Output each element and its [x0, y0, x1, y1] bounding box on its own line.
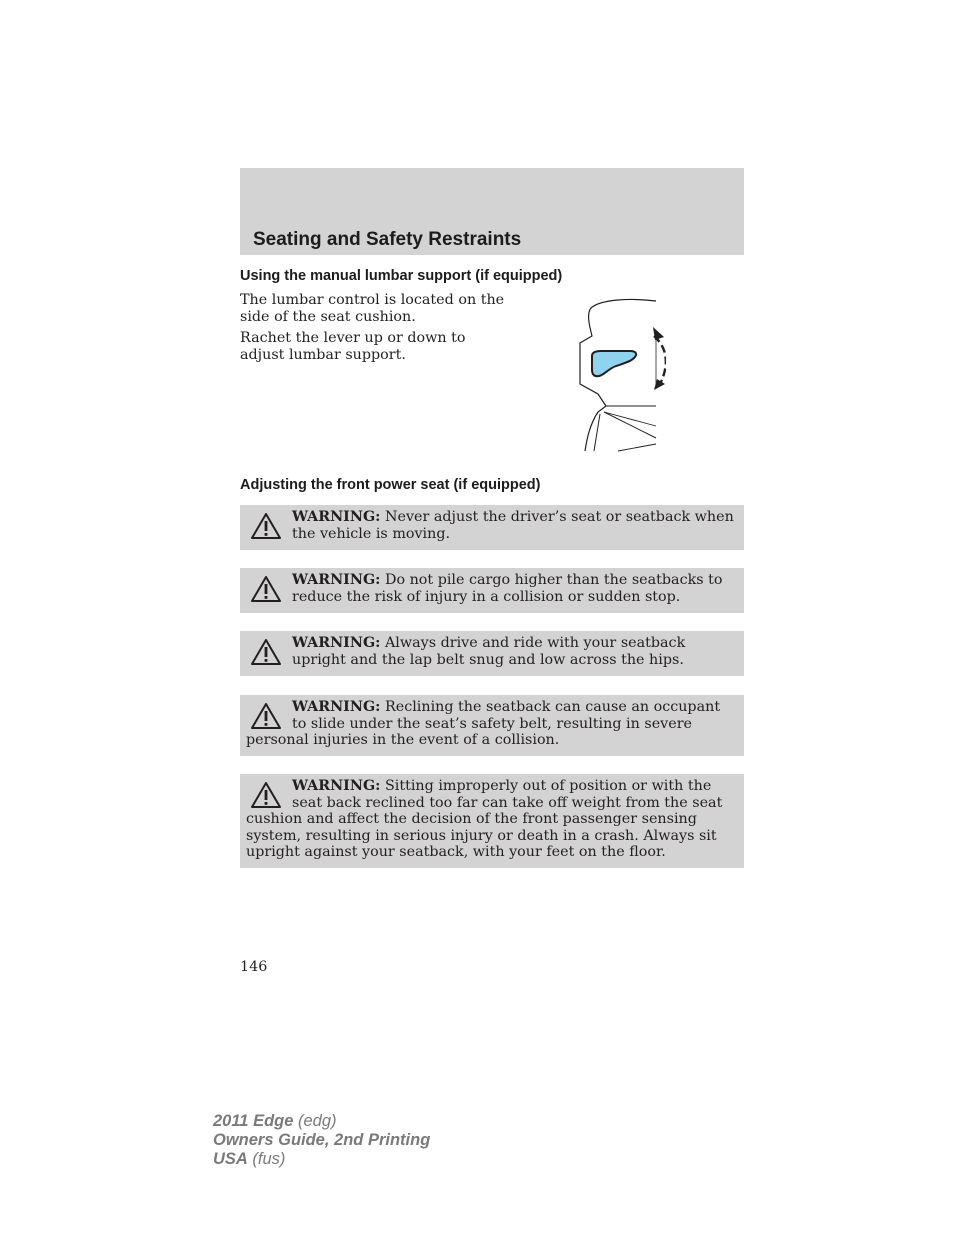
lumbar-paragraph-1: The lumbar control is located on the side of the seat cushion. [240, 292, 505, 325]
warning-triangle-icon [250, 781, 282, 809]
page-number: 146 [240, 959, 268, 975]
lumbar-paragraph-2: Rachet the lever up or down to adjust lumbar support. [240, 330, 466, 363]
document-footer [213, 1112, 430, 1169]
footer-model-code: (edg) [293, 1112, 337, 1130]
warning-box [240, 774, 744, 868]
warning-label: WARNING: [292, 699, 381, 715]
warning-triangle-icon [250, 512, 282, 540]
section-title: Seating and Safety Restraints [253, 229, 522, 250]
warning-text: Do not pile cargo higher than the seatbacks to reduce the risk of injury in a collision or sudden stop. [292, 572, 723, 605]
warning-label: WARNING: [292, 572, 381, 588]
footer-model: 2011 Edge [213, 1112, 294, 1130]
warning-triangle-icon [250, 575, 282, 603]
warning-text: Reclining the seatback can cause an occupant to slide under the seat’s safety belt, resulting in severe personal injuries in the event of a collision. [246, 699, 721, 748]
footer-market: USA [213, 1150, 248, 1168]
warning-triangle-icon [250, 702, 282, 730]
warning-label: WARNING: [292, 509, 381, 525]
lumbar-control-illustration [576, 296, 666, 454]
warning-box [240, 568, 744, 613]
warning-text: Always drive and ride with your seatback upright and the lap belt snug and low across the hips. [292, 635, 686, 668]
warning-box [240, 505, 744, 550]
warning-label: WARNING: [292, 635, 381, 651]
warning-text: Never adjust the driver’s seat or seatback when the vehicle is moving. [292, 509, 734, 542]
footer-line-model [213, 1112, 430, 1131]
power-seat-heading: Adjusting the front power seat (if equipped) [240, 477, 541, 493]
warning-box [240, 695, 744, 756]
footer-line-market [213, 1150, 430, 1169]
lumbar-heading: Using the manual lumbar support (if equipped) [240, 268, 563, 284]
curved-double-arrow-icon [653, 327, 666, 390]
warning-triangle-icon [250, 638, 282, 666]
footer-market-code: (fus) [247, 1150, 286, 1168]
warning-box [240, 631, 744, 676]
section-header-band [240, 168, 744, 255]
footer-guide-edition: Owners Guide, 2nd Printing [213, 1131, 431, 1149]
warning-text: Sitting improperly out of position or with the seat back reclined too far can take off weight from the seat cushion and affect the decision of the front passenger sensing system, resulting in serious injury or death in a crash. Always sit upright against your seatback, with your feet on the floor. [246, 778, 723, 860]
warning-label: WARNING: [292, 778, 381, 794]
